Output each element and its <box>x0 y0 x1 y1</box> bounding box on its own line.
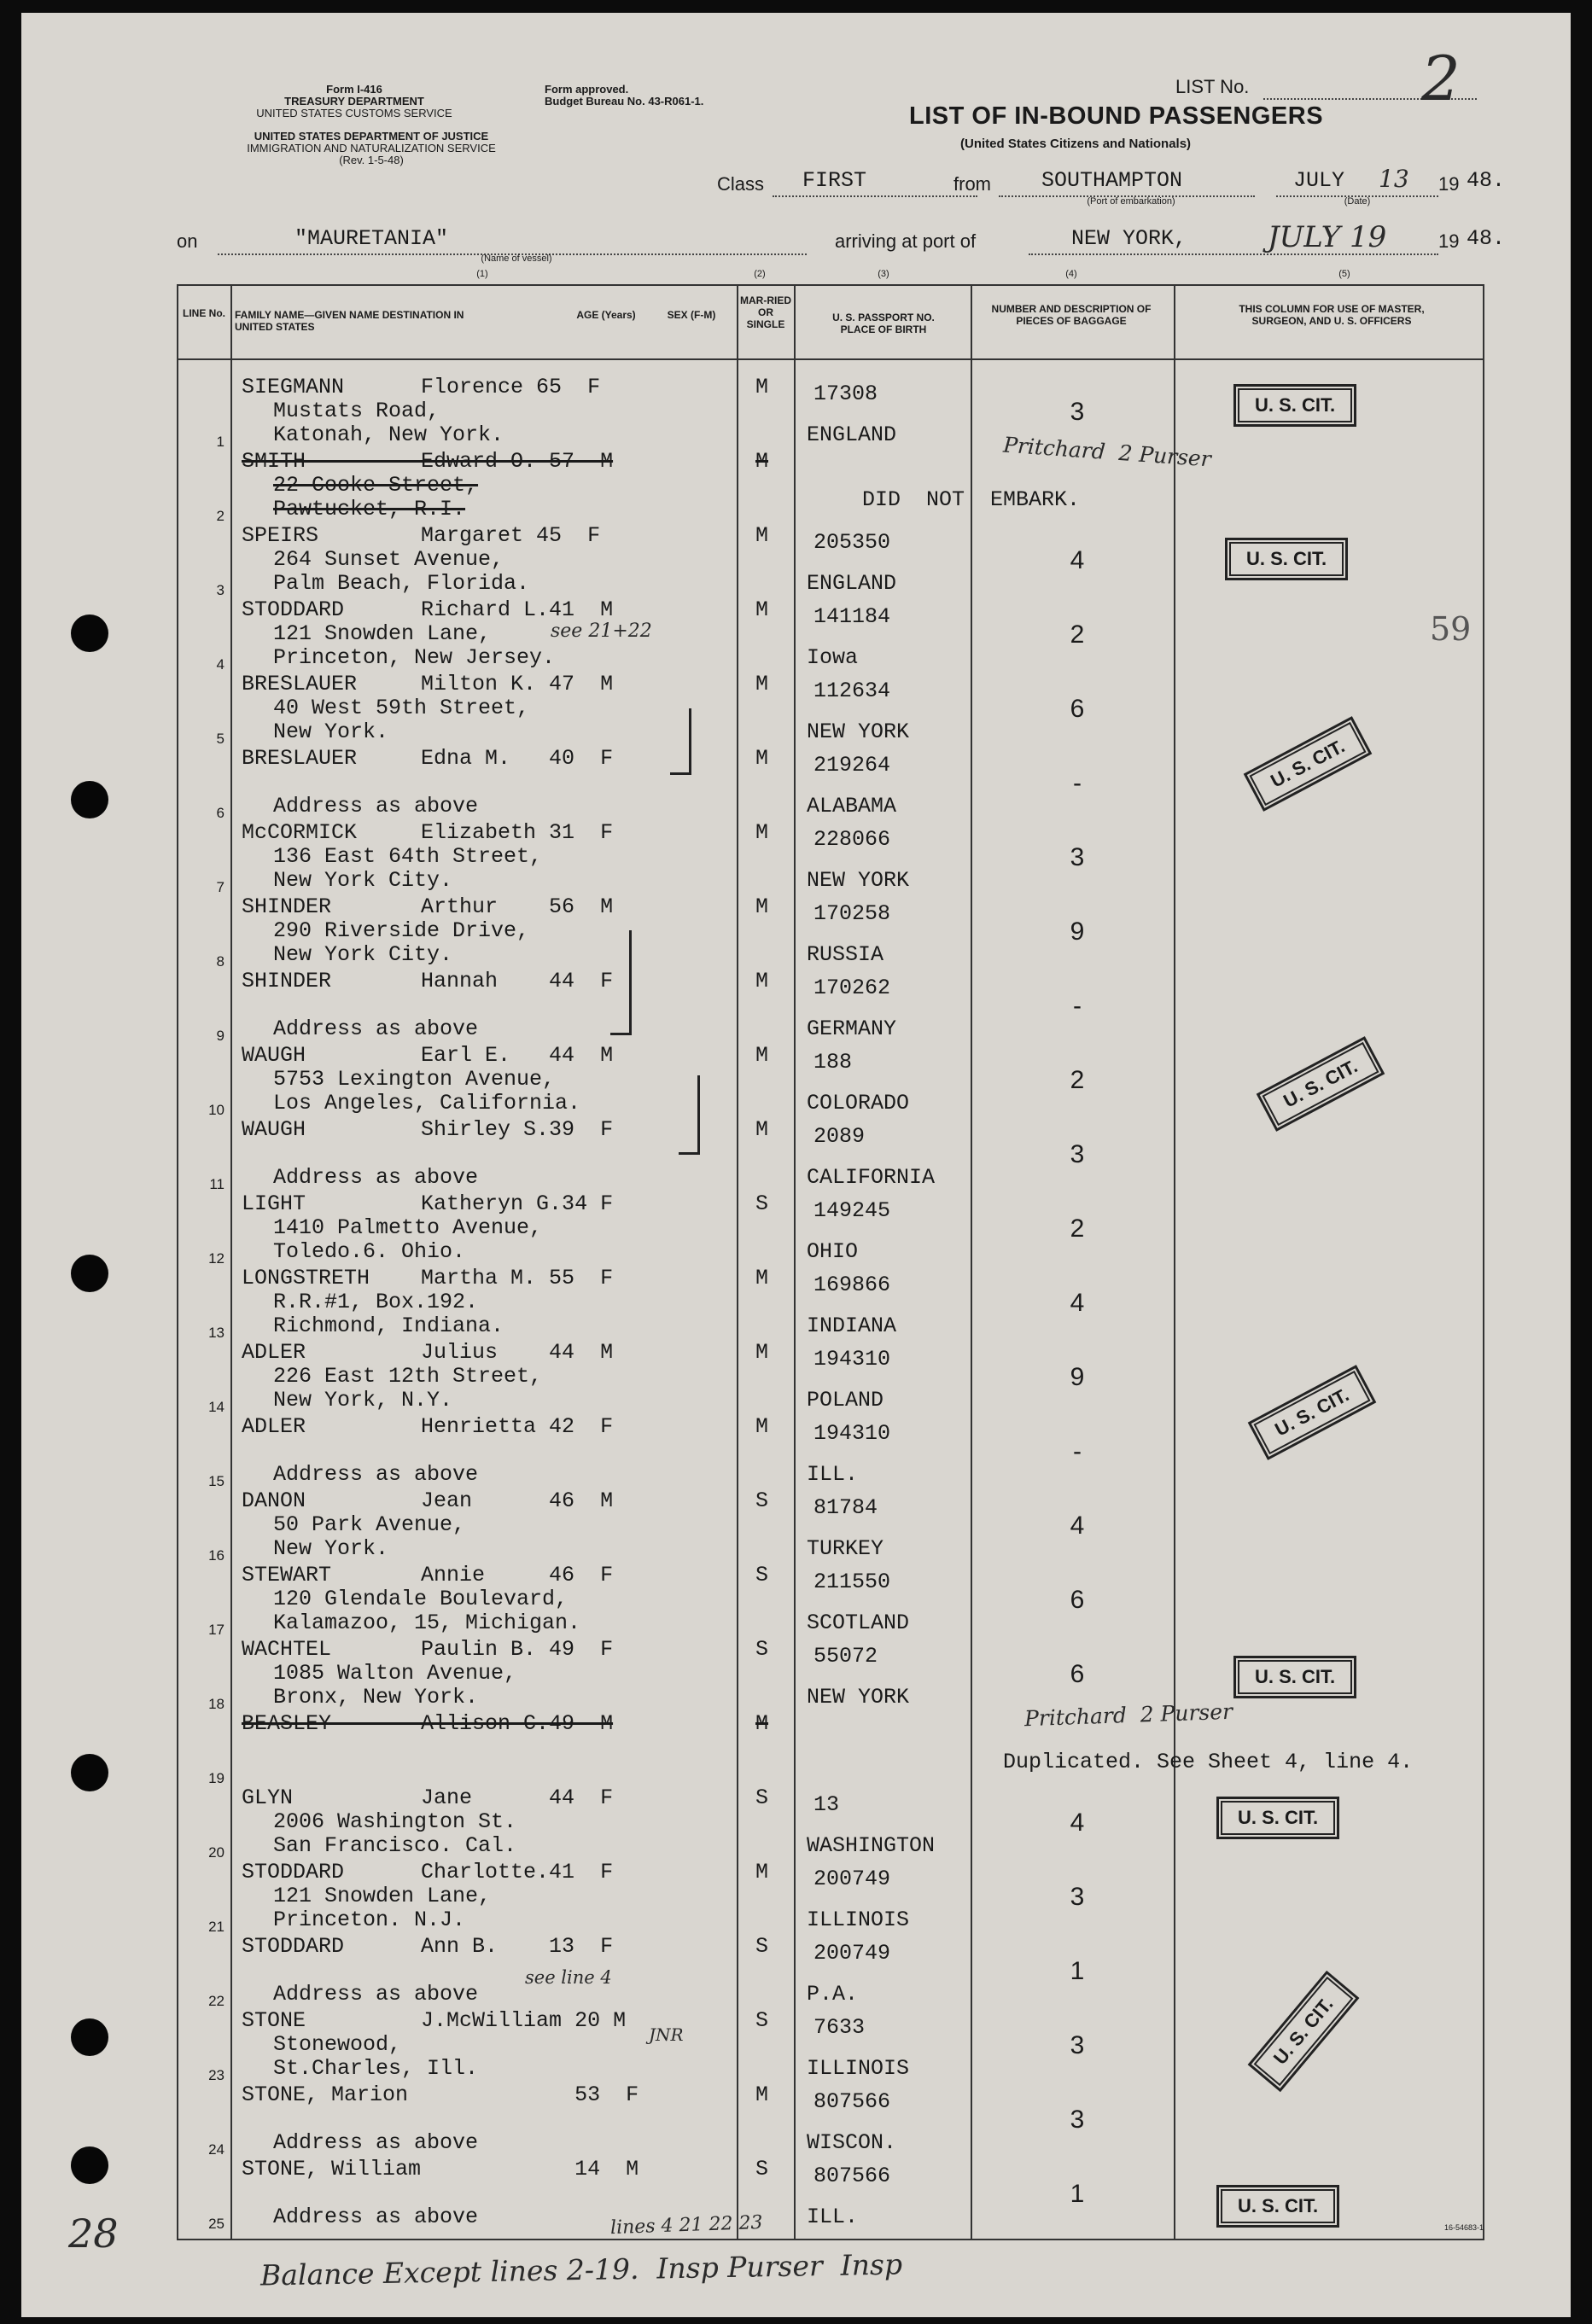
passenger-name: SHINDER Hannah 44 F <box>242 969 614 993</box>
passenger-name: WAUGH Earl E. 44 M <box>242 1043 614 1068</box>
passport-number: 200749 <box>813 1941 891 1966</box>
line-number: 17 <box>208 1622 225 1638</box>
passenger-name: LIGHT Katheryn G.34 F <box>242 1191 614 1216</box>
passenger-name: LONGSTRETH Martha M. 55 F <box>242 1266 614 1290</box>
baggage-count: - <box>1073 992 1082 1020</box>
justice-dept: UNITED STATES DEPARTMENT OF JUSTICE <box>254 130 489 143</box>
list-no-label: LIST No. <box>1175 76 1250 97</box>
passport-number: 219264 <box>813 753 891 778</box>
passenger-address-2: Los Angeles, California. <box>273 1091 581 1115</box>
passenger-address-2: New York City. <box>273 868 453 893</box>
line-number: 13 <box>208 1325 225 1341</box>
port-of-embarkation: SOUTHAMPTON <box>1041 168 1183 193</box>
form-number: Form I-416 <box>326 83 382 96</box>
punch-hole <box>71 781 108 818</box>
marital-status: M <box>755 1266 769 1290</box>
passenger-address-2: Toledo.6. Ohio. <box>273 1239 466 1264</box>
marital-status: M <box>755 969 769 993</box>
customs-service: UNITED STATES CUSTOMS SERVICE <box>256 107 452 119</box>
baggage-count: 3 <box>1070 2106 1085 2134</box>
footer-code: 16-54683-1 <box>1443 2223 1484 2232</box>
baggage-count: 3 <box>1070 1140 1085 1168</box>
passenger-address-1: 22 Cooke Street, <box>273 473 479 498</box>
line-number: 5 <box>216 731 225 747</box>
passenger-name: BEASLEY Allison C.49 M <box>242 1711 614 1736</box>
passenger-address-2: Address as above <box>273 1462 479 1487</box>
punch-hole <box>71 1754 108 1791</box>
baggage-count: - <box>1073 769 1082 797</box>
place-of-birth: TURKEY <box>807 1536 884 1561</box>
passenger-address-2: Palm Beach, Florida. <box>273 571 530 596</box>
line-number: 23 <box>208 2067 225 2083</box>
passenger-address-2: Richmond, Indiana. <box>273 1313 504 1338</box>
baggage-count: 4 <box>1070 1289 1085 1317</box>
bracket-mark <box>670 708 691 775</box>
marital-status: S <box>755 1563 769 1587</box>
passenger-name: GLYN Jane 44 F <box>242 1785 614 1810</box>
passport-number: 17308 <box>813 382 878 406</box>
passenger-address-2: New York, N.Y. <box>273 1388 453 1412</box>
place-of-birth: OHIO <box>807 1239 859 1264</box>
bottom-note-1: lines 4 21 22 23 <box>609 2211 763 2240</box>
on-label: on <box>177 230 198 252</box>
line-number: 15 <box>208 1473 225 1489</box>
marital-status: M <box>755 820 769 845</box>
col-officers: THIS COLUMN FOR USE OF MASTER, SURGEON, AND U. S. OFFICERS <box>1239 303 1425 327</box>
marital-status: S <box>755 1191 769 1216</box>
line-number: 8 <box>216 953 225 970</box>
bracket-mark <box>679 1075 700 1155</box>
marital-status: M <box>755 2082 769 2107</box>
marital-status: M <box>755 1043 769 1068</box>
marital-status: M <box>755 672 769 696</box>
line-number: 10 <box>208 1102 225 1118</box>
line-number: 19 <box>208 1770 225 1786</box>
passenger-address-1: R.R.#1, Box.192. <box>273 1290 479 1314</box>
baggage-count: 3 <box>1070 843 1085 871</box>
marital-status: S <box>755 2008 769 2033</box>
line-number: 18 <box>208 1696 225 1712</box>
passenger-address-2: New York. <box>273 719 389 744</box>
passenger-name: SPEIRS Margaret 45 F <box>242 523 601 548</box>
passenger-address-2: Address as above <box>273 1016 479 1041</box>
see-lines-note: see 21+22 <box>551 620 652 642</box>
treasury-dept: TREASURY DEPARTMENT <box>284 95 424 108</box>
passenger-name: McCORMICK Elizabeth 31 F <box>242 820 614 845</box>
embark-year: 48. <box>1467 168 1506 193</box>
passenger-address-1: 50 Park Avenue, <box>273 1512 466 1537</box>
line-number: 25 <box>208 2216 225 2232</box>
baggage-count: 2 <box>1070 1214 1085 1243</box>
passenger-name: DANON Jean 46 M <box>242 1488 614 1513</box>
did-not-embark: DID NOT EMBARK. <box>862 487 1081 512</box>
col-sex: SEX (F-M) <box>667 309 716 321</box>
col-num-4: (4) <box>1065 269 1077 279</box>
marital-status: M <box>755 597 769 622</box>
place-of-birth: ILLINOIS <box>807 1908 910 1932</box>
arrival-port: NEW YORK, <box>1071 226 1187 251</box>
corner-number: 28 <box>68 2210 119 2257</box>
passenger-address-1: 2006 Washington St. <box>273 1809 517 1834</box>
baggage-count: 6 <box>1070 695 1085 723</box>
baggage-count: 4 <box>1070 1809 1085 1837</box>
passport-number: 170262 <box>813 976 891 1000</box>
passenger-address-1: 226 East 12th Street, <box>273 1364 543 1389</box>
passenger-address-2: Princeton, New Jersey. <box>273 645 556 670</box>
baggage-count: 6 <box>1070 1660 1085 1688</box>
baggage-count: 2 <box>1070 1066 1085 1094</box>
us-cit-stamp: U. S. CIT. <box>1216 2185 1339 2228</box>
passenger-name: STEWART Annie 46 F <box>242 1563 614 1587</box>
baggage-count: 9 <box>1070 917 1085 946</box>
passenger-address-2: St.Charles, Ill. <box>273 2056 479 2081</box>
class-label: Class <box>717 173 765 195</box>
passenger-address-2: New York City. <box>273 942 453 967</box>
place-of-birth: NEW YORK <box>807 868 910 893</box>
passport-number: 2089 <box>813 1124 866 1149</box>
passenger-address-2: Bronx, New York. <box>273 1685 479 1710</box>
embark-day: 13 <box>1379 165 1409 193</box>
passport-number: 807566 <box>813 2164 891 2188</box>
line-number: 2 <box>216 508 225 524</box>
passenger-name: SIEGMANN Florence 65 F <box>242 375 601 399</box>
passport-number: 169866 <box>813 1273 891 1297</box>
line-number: 20 <box>208 1844 225 1861</box>
line-number: 12 <box>208 1250 225 1267</box>
passenger-address-1: Stonewood, <box>273 2032 402 2057</box>
passenger-name: STODDARD Ann B. 13 F <box>242 1934 614 1959</box>
vessel-caption: (Name of vessel) <box>481 253 552 264</box>
us-cit-stamp: U. S. CIT. <box>1248 1365 1377 1460</box>
passenger-address-2: New York. <box>273 1536 389 1561</box>
passenger-address-2: Kalamazoo, 15, Michigan. <box>273 1610 581 1635</box>
passenger-address-1: 5753 Lexington Avenue, <box>273 1067 556 1092</box>
line-number: 14 <box>208 1399 225 1415</box>
passport-number: 228066 <box>813 827 891 852</box>
us-cit-stamp: U. S. CIT. <box>1216 1797 1339 1839</box>
passenger-name: STONE J.McWilliam 20 M <box>242 2008 627 2033</box>
passport-number: 141184 <box>813 604 891 629</box>
marital-status: M <box>755 1117 769 1142</box>
arrival-date: JULY 19 <box>1268 220 1387 254</box>
from-label: from <box>953 173 991 195</box>
line-number: 22 <box>208 1993 225 2009</box>
ins: IMMIGRATION AND NATURALIZATION SERVICE <box>247 142 496 154</box>
passenger-name: SHINDER Arthur 56 M <box>242 894 614 919</box>
passenger-name: WAUGH Shirley S.39 F <box>242 1117 614 1142</box>
passenger-name: WACHTEL Paulin B. 49 F <box>242 1637 614 1662</box>
place-of-birth: WISCON. <box>807 2130 897 2155</box>
place-of-birth: ALABAMA <box>807 794 897 818</box>
form-approved: Form approved. <box>545 83 629 96</box>
list-no-value: 2 <box>1421 43 1461 114</box>
baggage-count: 9 <box>1070 1363 1085 1391</box>
place-of-birth: CALIFORNIA <box>807 1165 936 1190</box>
passenger-address-2: Katonah, New York. <box>273 422 504 447</box>
baggage-count: 1 <box>1070 1957 1085 1985</box>
passenger-name: STONE, Marion 53 F <box>242 2082 639 2107</box>
passport-number: 807566 <box>813 2089 891 2114</box>
us-cit-stamp: U. S. CIT. <box>1225 538 1348 580</box>
baggage-count: - <box>1073 1437 1082 1465</box>
passenger-address-1: 121 Snowden Lane, <box>273 1884 492 1908</box>
us-cit-stamp: U. S. CIT. <box>1233 1656 1356 1698</box>
passenger-name: STODDARD Charlotte.41 F <box>242 1860 614 1884</box>
document-title: LIST OF IN-BOUND PASSENGERS <box>909 102 1324 130</box>
place-of-birth: GERMANY <box>807 1016 897 1041</box>
line-number: 7 <box>216 879 225 895</box>
us-cit-stamp: U. S. CIT. <box>1244 716 1373 812</box>
place-of-birth: ENGLAND <box>807 571 897 596</box>
col-num-3: (3) <box>878 269 889 279</box>
passport-number: 13 <box>813 1792 840 1817</box>
place-of-birth: ILL. <box>807 2205 859 2229</box>
vessel-name: "MAURETANIA" <box>294 226 449 251</box>
punch-hole <box>71 614 108 652</box>
year-prefix: 19 <box>1438 173 1460 195</box>
passenger-address-2: Pawtucket, R.I. <box>273 497 466 521</box>
line-number: 21 <box>208 1919 225 1935</box>
baggage-count: 4 <box>1070 1511 1085 1540</box>
col-num-2: (2) <box>754 269 766 279</box>
passenger-address-1: 120 Glendale Boulevard, <box>273 1587 569 1611</box>
col-num-1: (1) <box>476 269 488 279</box>
port-embark-caption: (Port of embarkation) <box>1087 196 1175 207</box>
passport-number: 194310 <box>813 1347 891 1372</box>
marital-status: M <box>755 523 769 548</box>
baggage-count: 3 <box>1070 398 1085 426</box>
passport-number: 112634 <box>813 679 891 703</box>
passenger-name: SMITH Edward O. 57 M <box>242 449 614 474</box>
arrival-year: 48. <box>1467 226 1506 251</box>
line-number: 11 <box>209 1176 225 1192</box>
col-passport: U. S. PASSPORT NO. PLACE OF BIRTH <box>832 312 935 335</box>
purser-note-1: Pritchard 2 Purser <box>1002 432 1212 472</box>
place-of-birth: SCOTLAND <box>807 1610 910 1635</box>
marital-status: M <box>755 894 769 919</box>
place-of-birth: NEW YORK <box>807 1685 910 1710</box>
passenger-address-1: 1085 Walton Avenue, <box>273 1661 517 1686</box>
line-number: 16 <box>208 1547 225 1564</box>
passenger-address-1: 1410 Palmetto Avenue, <box>273 1215 543 1240</box>
passenger-address-1: 136 East 64th Street, <box>273 844 543 869</box>
punch-hole <box>71 2146 108 2184</box>
passenger-name: ADLER Henrietta 42 F <box>242 1414 614 1439</box>
us-cit-stamp: U. S. CIT. <box>1233 384 1356 427</box>
passenger-address-2: Address as above <box>273 1165 479 1190</box>
passenger-address-1: Mustats Road, <box>273 399 440 423</box>
marital-status: M <box>755 1414 769 1439</box>
col-age: AGE (Years) <box>576 309 636 321</box>
marital-status: M <box>755 1711 769 1736</box>
passenger-name: BRESLAUER Milton K. 47 M <box>242 672 614 696</box>
passenger-address-2: Princeton. N.J. <box>273 1908 466 1932</box>
bottom-note-2: Balance Except lines 2-19. Insp Purser Insp <box>260 2247 903 2292</box>
line-number: 9 <box>216 1028 225 1044</box>
see-line-4-note: see line 4 <box>525 1967 612 1988</box>
place-of-birth: ILLINOIS <box>807 2056 910 2081</box>
place-of-birth: NEW YORK <box>807 719 910 744</box>
marital-status: M <box>755 1860 769 1884</box>
baggage-count: 1 <box>1070 2180 1085 2208</box>
punch-hole <box>71 2018 108 2056</box>
passenger-name: ADLER Julius 44 M <box>242 1340 614 1365</box>
marital-status: S <box>755 1488 769 1513</box>
passenger-address-1: 121 Snowden Lane, <box>273 621 492 646</box>
passenger-name: STONE, William 14 M <box>242 2157 639 2181</box>
date-caption: (Date) <box>1344 196 1371 207</box>
place-of-birth: COLORADO <box>807 1091 910 1115</box>
passenger-address-2: Address as above <box>273 2205 479 2229</box>
passenger-address-2: San Francisco. Cal. <box>273 1833 517 1858</box>
passport-number: 211550 <box>813 1570 891 1594</box>
passenger-name: BRESLAUER Edna M. 40 F <box>242 746 614 771</box>
marital-status: M <box>755 375 769 399</box>
passenger-address-1: 290 Riverside Drive, <box>273 918 530 943</box>
us-cit-stamp: U. S. CIT. <box>1248 1971 1360 2093</box>
baggage-count: 3 <box>1070 2031 1085 2059</box>
line-number: 3 <box>216 582 225 598</box>
duplicated-note: Duplicated. See Sheet 4, line 4. <box>1003 1750 1414 1774</box>
margin-number: 59 <box>1430 610 1472 648</box>
col-married: MAR-RIED OR SINGLE <box>740 294 791 330</box>
budget-bureau: Budget Bureau No. 43-R061-1. <box>545 95 704 108</box>
passenger-address-1: 40 West 59th Street, <box>273 696 530 720</box>
passport-number: 149245 <box>813 1198 891 1223</box>
passport-number: 81784 <box>813 1495 878 1520</box>
baggage-count: 3 <box>1070 1883 1085 1911</box>
col-name: FAMILY NAME—GIVEN NAME DESTINATION IN UNITED STATES <box>235 309 464 333</box>
us-cit-stamp: U. S. CIT. <box>1257 1036 1385 1132</box>
jnr-note: JNR <box>649 2024 684 2045</box>
passenger-name: STODDARD Richard L.41 M <box>242 597 614 622</box>
passport-number: 55072 <box>813 1644 878 1669</box>
passport-number: 7633 <box>813 2015 866 2040</box>
marital-status: M <box>755 1340 769 1365</box>
passenger-address-2: Address as above <box>273 794 479 818</box>
place-of-birth: WASHINGTON <box>807 1833 936 1858</box>
baggage-count: 2 <box>1070 620 1085 649</box>
passport-number: 200749 <box>813 1867 891 1891</box>
place-of-birth: ILL. <box>807 1462 859 1487</box>
purser-note-2: Pritchard 2 Purser <box>1023 1698 1233 1732</box>
line-number: 24 <box>208 2141 225 2158</box>
passenger-address-2: Address as above <box>273 2130 479 2155</box>
col-baggage: NUMBER AND DESCRIPTION OF PIECES OF BAGGAGE <box>991 303 1152 327</box>
passport-number: 194310 <box>813 1421 891 1446</box>
passport-number: 205350 <box>813 530 891 555</box>
line-number: 6 <box>216 805 225 821</box>
marital-status: M <box>755 746 769 771</box>
year-prefix-2: 19 <box>1438 230 1460 252</box>
marital-status: S <box>755 1637 769 1662</box>
marital-status: M <box>755 449 769 474</box>
baggage-count: 4 <box>1070 546 1085 574</box>
revision: (Rev. 1-5-48) <box>339 154 404 166</box>
place-of-birth: Iowa <box>807 645 859 670</box>
place-of-birth: P.A. <box>807 1982 859 2007</box>
col-line: LINE No. <box>183 307 225 319</box>
passport-number: 188 <box>813 1050 853 1075</box>
embark-month: JULY <box>1293 168 1345 193</box>
class-value: FIRST <box>802 168 867 193</box>
document-subtitle: (United States Citizens and Nationals) <box>960 137 1192 151</box>
place-of-birth: POLAND <box>807 1388 884 1412</box>
marital-status: S <box>755 1785 769 1810</box>
passenger-address-1: 264 Sunset Avenue, <box>273 547 504 572</box>
baggage-count: 6 <box>1070 1586 1085 1614</box>
place-of-birth: INDIANA <box>807 1313 897 1338</box>
line-number: 1 <box>216 434 225 450</box>
bracket-mark <box>610 930 632 1035</box>
col-num-5: (5) <box>1338 269 1350 279</box>
manifest-page <box>21 13 1571 2317</box>
place-of-birth: ENGLAND <box>807 422 897 447</box>
place-of-birth: RUSSIA <box>807 942 884 967</box>
marital-status: S <box>755 2157 769 2181</box>
marital-status: S <box>755 1934 769 1959</box>
passport-number: 170258 <box>813 901 891 926</box>
punch-hole <box>71 1255 108 1292</box>
line-number: 4 <box>216 656 225 673</box>
arriving-label: arriving at port of <box>835 230 977 252</box>
passenger-address-2: Address as above <box>273 1982 479 2007</box>
